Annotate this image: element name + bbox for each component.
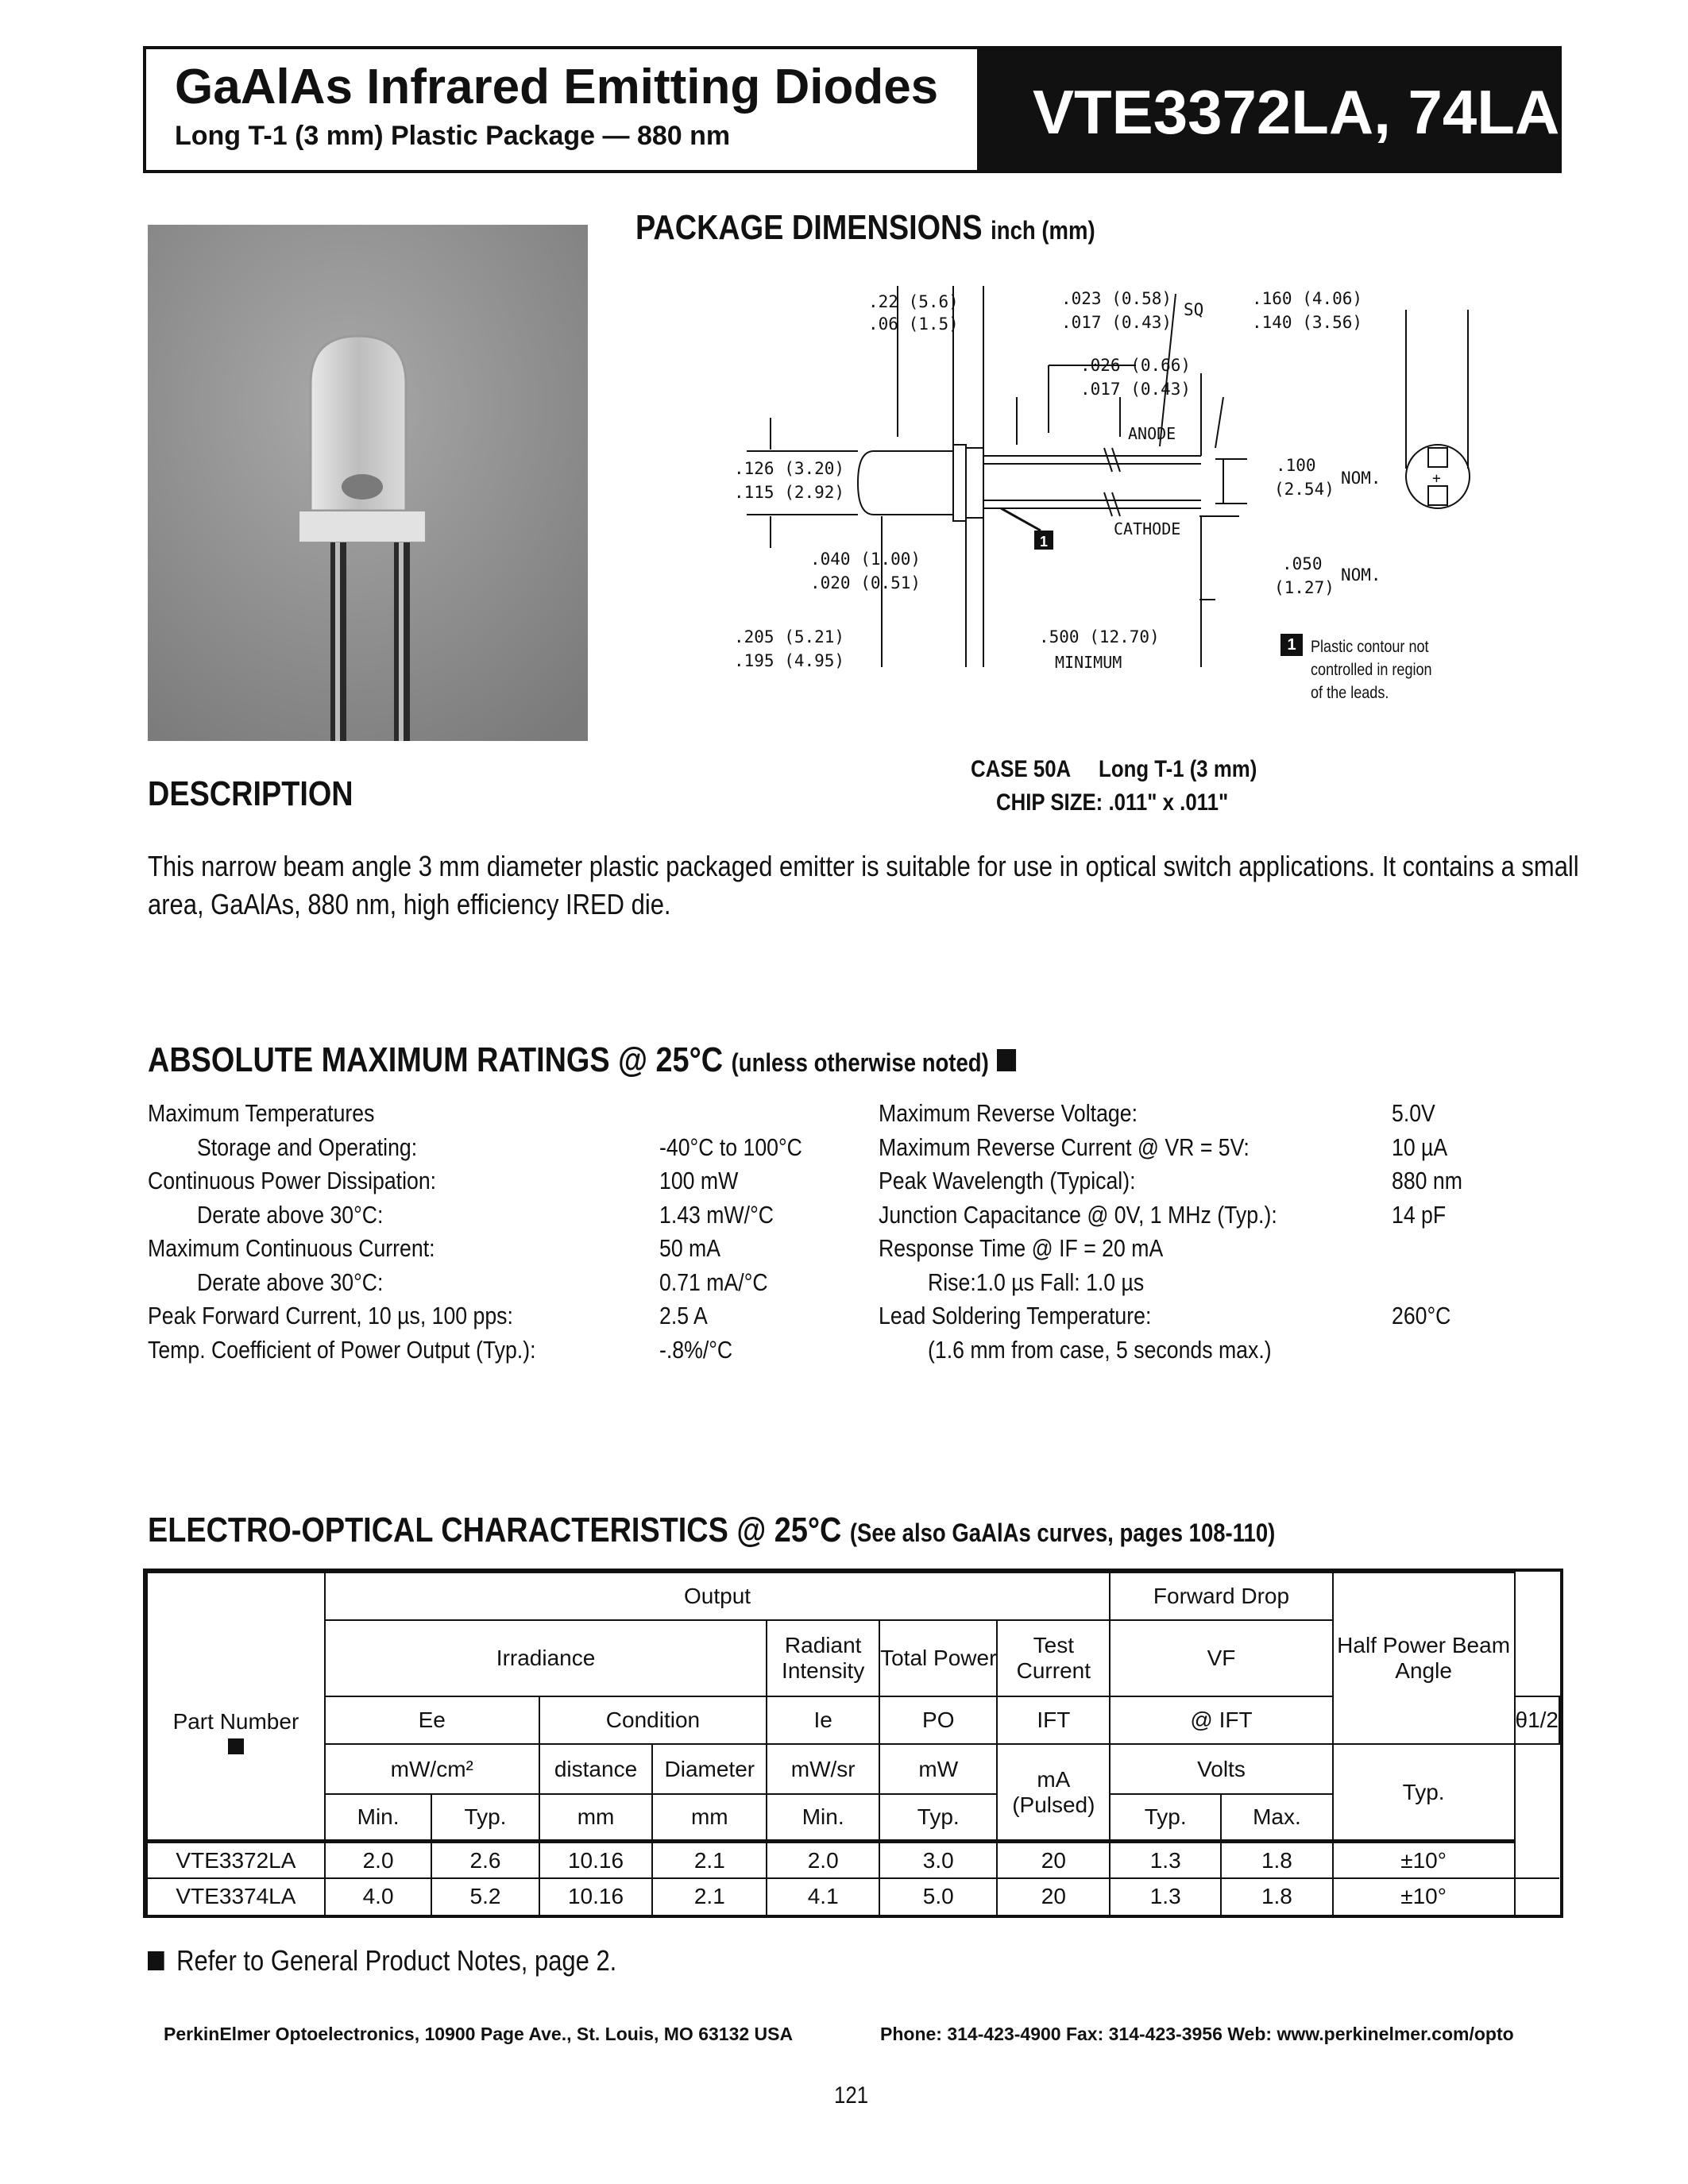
rating-label: Peak Wavelength (Typical): (879, 1167, 1136, 1194)
dim-lead-sq-max: .023 (0.58) (1061, 289, 1172, 308)
note-line: Plastic contour not (1311, 638, 1429, 656)
dim-lens-dia-max: .126 (3.20) (734, 459, 845, 478)
rating-label: Maximum Temperatures (148, 1099, 375, 1127)
rating-row (148, 1201, 847, 1235)
rating-label: (1.6 mm from case, 5 seconds max.) (928, 1335, 1272, 1364)
rating-value: 260°C (1392, 1302, 1451, 1329)
cell: 5.0 (879, 1878, 997, 1915)
led-photo-illustration (148, 225, 588, 741)
unit-total-power: mW (879, 1744, 997, 1793)
cathode-label: CATHODE (1114, 519, 1181, 538)
unit-radiant: mW/sr (767, 1744, 879, 1793)
output-header: Output (325, 1572, 1110, 1620)
rating-value: 0.71 mA/°C (659, 1268, 768, 1296)
eo-heading (148, 1511, 1275, 1550)
cell: 2.6 (431, 1842, 539, 1878)
header-box (143, 46, 1562, 173)
chip-size: CHIP SIZE: .011" x .011" (996, 789, 1229, 816)
theta-header: θ1/2 (1515, 1696, 1560, 1744)
dim-lead-sq-label: SQ (1184, 300, 1204, 319)
table-row (147, 1842, 1559, 1878)
cell: 3.0 (879, 1842, 997, 1878)
package-heading-text: PACKAGE DIMENSIONS (635, 208, 983, 247)
half-power-header (1333, 1572, 1515, 1744)
dim-lead-length-min: MINIMUM (1055, 653, 1122, 672)
document-title: GaAlAs Infrared Emitting Diodes (175, 60, 939, 114)
header-right (977, 49, 1559, 170)
ratings-heading-text: ABSOLUTE MAXIMUM RATINGS @ 25°C (148, 1040, 724, 1079)
dim-length-max: .205 (5.21) (734, 627, 845, 646)
cell: 20 (997, 1842, 1110, 1878)
cell: 2.0 (767, 1842, 879, 1878)
irradiance-header: Irradiance (325, 1620, 767, 1696)
dim-lead-length: .500 (12.70) (1039, 627, 1160, 646)
unit-distance: distance (539, 1744, 653, 1793)
cell-part: VTE3374LA (147, 1878, 325, 1915)
cell: ±10° (1333, 1842, 1515, 1878)
test-line1: Test (1033, 1633, 1074, 1658)
rating-label: Derate above 30°C: (197, 1200, 384, 1229)
rating-label: Temp. Coefficient of Power Output (Typ.): (148, 1335, 536, 1364)
cell: 20 (997, 1878, 1110, 1915)
dim-body-max: .160 (4.06) (1252, 289, 1363, 308)
note-square-icon (997, 1049, 1016, 1071)
cell: 1.3 (1110, 1842, 1221, 1878)
dim-flange-min: .020 (0.51) (810, 573, 921, 592)
note-square-icon (148, 1951, 164, 1970)
anode-label: ANODE (1128, 424, 1176, 443)
rating-row (148, 1099, 847, 1133)
ratings-heading (148, 1040, 1016, 1080)
cell: ±10° (1333, 1878, 1515, 1915)
rating-row (148, 1234, 847, 1268)
dim-lead-pitch-nom: NOM. (1341, 565, 1381, 585)
rating-row (879, 1167, 1514, 1201)
dim-body-min: .140 (3.56) (1252, 313, 1363, 332)
test-current-header (997, 1620, 1110, 1696)
cell: 10.16 (539, 1878, 653, 1915)
rating-label: Junction Capacitance @ 0V, 1 MHz (Typ.): (879, 1200, 1277, 1229)
rating-row (148, 1268, 847, 1302)
ratings-left-column (148, 1099, 847, 1369)
dim-lead-spacing-max: .22 (5.6) (868, 292, 959, 311)
dim-lead-spacing-min: .06 (1.5) (868, 314, 959, 334)
rating-value: 880 nm (1392, 1167, 1462, 1194)
unit-irradiance: mW/cm² (325, 1744, 539, 1793)
description-line-1: This narrow beam angle 3 mm diameter plastic packaged emitter is suitable for use in optical switch applications. It contains a small (148, 850, 1579, 882)
rating-value: 14 pF (1392, 1200, 1447, 1229)
rating-label: Peak Forward Current, 10 µs, 100 pps: (148, 1302, 513, 1329)
dim-flange-max: .040 (1.00) (810, 550, 921, 569)
unit-volts: Volts (1110, 1744, 1332, 1793)
unit-pulsed: (Pulsed) (1012, 1792, 1095, 1817)
part-number-title: VTE3372LA, 74LA (1033, 77, 1560, 147)
dim-lead-sq-min: .017 (0.43) (1061, 313, 1172, 332)
po-header: PO (879, 1696, 997, 1744)
dim-lead-width-max: .026 (0.66) (1080, 356, 1192, 375)
note-line: controlled in region (1311, 661, 1432, 679)
half-power-line1: Half Power Beam (1337, 1633, 1511, 1658)
forward-drop-header: Forward Drop (1110, 1572, 1332, 1620)
col-vf-typ: Typ. (1110, 1794, 1221, 1842)
rating-value: 5.0V (1392, 1099, 1435, 1127)
rating-row (148, 1133, 847, 1167)
part-number-header-text: Part Number (172, 1708, 299, 1734)
note-marker-drawing: 1 (1039, 534, 1048, 550)
ratings-heading-note: (unless otherwise noted) (731, 1048, 989, 1077)
eo-heading-text: ELECTRO-OPTICAL CHARACTERISTICS @ 25°C (148, 1511, 842, 1549)
col-diameter-mm: mm (652, 1794, 767, 1842)
half-power-line2: Angle (1395, 1658, 1452, 1684)
rating-row (879, 1099, 1514, 1133)
vf-header: VF (1110, 1620, 1332, 1696)
col-ie-min: Min. (767, 1794, 879, 1842)
dim-length-min: .195 (4.95) (734, 651, 845, 670)
cell: 1.3 (1110, 1878, 1221, 1915)
rating-row (148, 1336, 847, 1370)
ift-header: IFT (997, 1696, 1110, 1744)
case-info: CASE 50A Long T-1 (3 mm) (971, 756, 1257, 782)
rating-row (879, 1234, 1514, 1268)
rating-label: Storage and Operating: (197, 1133, 418, 1161)
unit-test-current (997, 1744, 1110, 1841)
condition-header: Condition (539, 1696, 767, 1744)
dim-lens-dia-min: .115 (2.92) (734, 483, 845, 502)
svg-text:+: + (1432, 470, 1441, 487)
product-photo (148, 225, 588, 741)
rating-value: 100 mW (659, 1167, 739, 1194)
rating-value: -.8%/°C (659, 1335, 733, 1364)
at-ift-header: @ IFT (1110, 1696, 1332, 1744)
col-ee-typ: Typ. (431, 1794, 539, 1842)
rating-label: Continuous Power Dissipation: (148, 1167, 437, 1194)
rating-label: Maximum Continuous Current: (148, 1234, 435, 1262)
rating-label: Lead Soldering Temperature: (879, 1302, 1152, 1329)
unit-angle-typ: Typ. (1333, 1744, 1515, 1841)
description-heading: DESCRIPTION (148, 774, 353, 813)
test-line2: Current (1016, 1658, 1091, 1684)
cell: 2.1 (652, 1878, 767, 1915)
rating-row (879, 1268, 1514, 1302)
rating-label: Derate above 30°C: (197, 1268, 384, 1296)
col-vf-max: Max. (1221, 1794, 1333, 1842)
radiant-line1: Radiant (784, 1633, 862, 1658)
rating-label: Maximum Reverse Current @ VR = 5V: (879, 1133, 1250, 1161)
rating-row (879, 1133, 1514, 1167)
package-drawing (715, 278, 1509, 723)
rating-label: Maximum Reverse Voltage: (879, 1099, 1138, 1127)
note-line: of the leads. (1311, 684, 1389, 702)
rating-value: 2.5 A (659, 1302, 708, 1329)
dim-lead-pitch-mm: (1.27) (1274, 578, 1335, 597)
rating-row (879, 1336, 1514, 1370)
cell: 5.2 (431, 1878, 539, 1915)
page-number: 121 (834, 2082, 869, 2109)
eo-table (143, 1569, 1563, 1918)
footer-contact: Phone: 314-423-4900 Fax: 314-423-3956 Web: www.perkinelmer.com/opto (880, 2024, 1514, 2044)
dim-pitch: .100 (1276, 456, 1316, 475)
rating-row (148, 1302, 847, 1336)
rating-value: 10 µA (1392, 1133, 1448, 1161)
dim-pitch-nom: NOM. (1341, 469, 1381, 488)
dim-pitch-mm: (2.54) (1274, 480, 1335, 499)
description-line-2: area, GaAlAs, 880 nm, high efficiency IRED die. (148, 888, 671, 920)
radiant-header (767, 1620, 879, 1696)
cell-part: VTE3372LA (147, 1842, 325, 1878)
table-row (147, 1878, 1559, 1915)
rating-row (148, 1167, 847, 1201)
note-marker: 1 (1280, 634, 1303, 656)
rating-row (879, 1201, 1514, 1235)
ee-header: Ee (325, 1696, 539, 1744)
unit-ma: mA (1037, 1766, 1071, 1792)
col-ee-min: Min. (325, 1794, 431, 1842)
unit-diameter: Diameter (652, 1744, 767, 1793)
rating-label: Response Time @ IF = 20 mA (879, 1234, 1164, 1262)
document-subtitle: Long T-1 (3 mm) Plastic Package — 880 nm (175, 121, 731, 151)
ratings-right-column (879, 1099, 1514, 1369)
rating-row (879, 1302, 1514, 1336)
dim-lead-pitch: .050 (1282, 554, 1323, 573)
general-notes-ref (148, 1944, 616, 1978)
cell: 4.0 (325, 1878, 431, 1915)
general-notes-text: Refer to General Product Notes, page 2. (176, 1944, 617, 1977)
cell: 1.8 (1221, 1878, 1333, 1915)
col-po-typ: Typ. (879, 1794, 997, 1842)
rating-value: 50 mA (659, 1234, 721, 1262)
rating-value: -40°C to 100°C (659, 1133, 802, 1161)
cell: 10.16 (539, 1842, 653, 1878)
footer-address: PerkinElmer Optoelectronics, 10900 Page Ave., St. Louis, MO 63132 USA (164, 2024, 794, 2044)
cell: 2.0 (325, 1842, 431, 1878)
header-left (146, 49, 977, 170)
total-power-header: Total Power (879, 1620, 997, 1696)
rating-label: Rise:1.0 µs Fall: 1.0 µs (928, 1268, 1145, 1296)
eo-heading-note: (See also GaAlAs curves, pages 108-110) (849, 1518, 1276, 1547)
note-square-icon (228, 1738, 244, 1754)
package-heading-unit: inch (mm) (991, 216, 1095, 245)
cell: 2.1 (652, 1842, 767, 1878)
rating-value: 1.43 mW/°C (659, 1200, 774, 1229)
cell: 4.1 (767, 1878, 879, 1915)
cell: 1.8 (1221, 1842, 1333, 1878)
radiant-line2: Intensity (782, 1658, 865, 1684)
part-number-header (147, 1572, 325, 1842)
ie-header: Ie (767, 1696, 879, 1744)
dim-lead-width-min: .017 (0.43) (1080, 380, 1192, 399)
package-dimensions-heading (635, 208, 1095, 248)
col-distance-mm: mm (539, 1794, 653, 1842)
note-text (1311, 635, 1432, 704)
